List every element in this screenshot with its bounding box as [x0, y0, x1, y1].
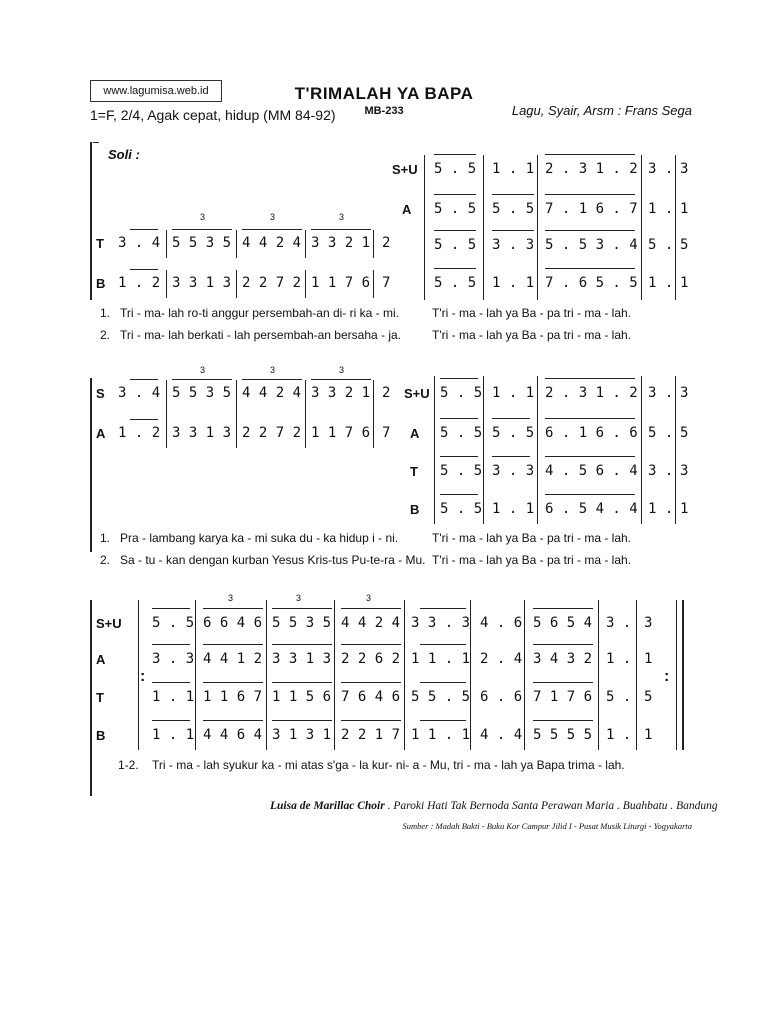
- beam: [434, 154, 476, 155]
- notes: 5: [680, 425, 689, 441]
- soli-label: Soli :: [108, 147, 140, 162]
- choir-credit: [270, 800, 718, 812]
- beam: [341, 608, 401, 609]
- beam: [440, 378, 478, 379]
- notes: 6 . 5 4 . 4: [545, 501, 638, 517]
- beam: [545, 154, 635, 155]
- barline: [483, 376, 484, 524]
- beam: [545, 418, 635, 419]
- notes: 3 . 3: [152, 651, 195, 667]
- notes: 5 .: [606, 689, 632, 705]
- notes: 3 .: [606, 615, 632, 631]
- beam: [272, 720, 332, 721]
- barline: [641, 155, 642, 300]
- notes: 3 4 3 2: [533, 651, 593, 667]
- beam: [272, 608, 332, 609]
- notes: 3 . 4: [118, 385, 161, 401]
- beam: [434, 268, 476, 269]
- notes: 3 .: [648, 385, 674, 401]
- notes: 5 5 5 5: [533, 727, 593, 743]
- beam: [420, 608, 466, 609]
- voice-label: S+U: [392, 162, 418, 177]
- beam: [203, 720, 263, 721]
- barline: [305, 230, 306, 258]
- voice-label: S+U: [96, 616, 122, 631]
- barline: [373, 380, 374, 448]
- beam: [533, 608, 593, 609]
- barline: [236, 380, 237, 448]
- beam: [492, 418, 530, 419]
- barline: [373, 230, 374, 258]
- barline: [166, 380, 167, 448]
- barline: [641, 376, 642, 524]
- triplet-mark: 3: [366, 593, 372, 603]
- notes: 4 . 4: [480, 727, 523, 743]
- beam: [545, 194, 635, 195]
- beam: [203, 682, 263, 683]
- verse-number: 1-2.: [118, 758, 139, 772]
- beam: [492, 230, 534, 231]
- barline: [305, 270, 306, 298]
- barline: [675, 376, 676, 524]
- beam: [440, 494, 478, 495]
- lyrics-right: T'ri - ma - lah ya Ba - pa tri - ma - lah.: [432, 306, 632, 320]
- triplet-mark: 3: [296, 593, 302, 603]
- notes: 1 . 1: [492, 275, 535, 291]
- notes: 1: [680, 201, 689, 217]
- repeat-sign-start: :: [140, 668, 146, 685]
- barline: [236, 230, 237, 258]
- notes: 1 1 7 6: [311, 425, 371, 441]
- notes: 6 . 1 6 . 6: [545, 425, 638, 441]
- voice-label: A: [410, 426, 420, 441]
- voice-label: T: [96, 690, 104, 705]
- beam: [242, 379, 302, 380]
- beam: [492, 456, 530, 457]
- barline: [524, 600, 525, 750]
- notes: 1 1 . 1: [411, 651, 471, 667]
- notes: 3 . 4: [118, 235, 161, 251]
- system-bracket: [90, 142, 92, 300]
- notes: 3 3 1 3: [172, 275, 232, 291]
- beam: [242, 229, 302, 230]
- barline: [636, 600, 637, 750]
- song-title: T'RIMALAH YA BAPA: [294, 84, 474, 103]
- key-tempo: 1=F, 2/4, Agak cepat, hidup (MM 84-92): [90, 107, 336, 123]
- notes: 3 3 1 3: [172, 425, 232, 441]
- notes: 3 . 3: [492, 463, 535, 479]
- system-bracket: [90, 600, 92, 796]
- beam: [492, 194, 534, 195]
- beam: [440, 418, 478, 419]
- notes: 2 2 7 2: [242, 275, 302, 291]
- notes: 6 6 4 6: [203, 615, 263, 631]
- beam: [203, 644, 263, 645]
- notes: 3 .: [648, 463, 674, 479]
- barline: [537, 376, 538, 524]
- notes: 5 . 5: [440, 425, 483, 441]
- triplet-mark: 3: [228, 593, 234, 603]
- notes: 1 .: [648, 201, 674, 217]
- notes: 3 1 3 1: [272, 727, 332, 743]
- notes: 1 1 6 7: [203, 689, 263, 705]
- notes: 5: [680, 237, 689, 253]
- notes: 3: [644, 615, 653, 631]
- beam: [272, 682, 332, 683]
- triplet-mark: 3: [270, 212, 276, 222]
- barline: [404, 600, 405, 750]
- notes: 5 . 5: [434, 201, 477, 217]
- notes: 1 1 7 6: [311, 275, 371, 291]
- notes: 2 . 4: [480, 651, 523, 667]
- lyrics-right: T'ri - ma - lah ya Ba - pa tri - ma - lah.: [432, 328, 632, 342]
- notes: 3 3 2 1: [311, 385, 371, 401]
- voice-label: A: [402, 202, 412, 217]
- notes: 1 .: [606, 727, 632, 743]
- notes: 3 . 3: [492, 237, 535, 253]
- beam: [434, 194, 476, 195]
- notes: 5 . 5: [434, 161, 477, 177]
- voice-label: T: [410, 464, 418, 479]
- barline: [483, 155, 484, 300]
- notes: 5 . 5 3 . 4: [545, 237, 638, 253]
- barline: [236, 270, 237, 298]
- song-code: MB-233: [364, 105, 404, 117]
- beam: [152, 608, 190, 609]
- triplet-mark: 3: [339, 212, 345, 222]
- triplet-mark: 3: [339, 365, 345, 375]
- beam: [533, 644, 593, 645]
- lyrics-right: T'ri - ma - lah ya Ba - pa tri - ma - lah.: [432, 531, 632, 545]
- notes: 3 3 2 1: [311, 235, 371, 251]
- beam: [341, 720, 401, 721]
- notes: 2: [382, 235, 391, 251]
- notes: 5 6 5 4: [533, 615, 593, 631]
- notes: 1 . 1: [152, 689, 195, 705]
- beam: [440, 456, 478, 457]
- notes: 5 5 3 5: [172, 385, 232, 401]
- barline: [195, 600, 196, 750]
- barline: [334, 600, 335, 750]
- verse-number: 2.: [100, 328, 111, 342]
- notes: 2 2 7 2: [242, 425, 302, 441]
- notes: 1 . 1: [152, 727, 195, 743]
- beam: [152, 720, 190, 721]
- triplet-mark: 3: [270, 365, 276, 375]
- notes: 1 .: [648, 275, 674, 291]
- voice-label: B: [96, 728, 106, 743]
- beam: [420, 682, 466, 683]
- verse-number: 2.: [100, 553, 111, 567]
- notes: 2 . 3 1 . 2: [545, 161, 638, 177]
- beam: [130, 269, 158, 270]
- notes: 4 . 5 6 . 4: [545, 463, 638, 479]
- notes: 3 .: [648, 161, 674, 177]
- barline: [470, 600, 471, 750]
- verse-number: 1.: [100, 531, 111, 545]
- barline: [266, 600, 267, 750]
- verse-number: 1.: [100, 306, 111, 320]
- notes: 1 .: [648, 501, 674, 517]
- voice-label: A: [96, 426, 106, 441]
- notes: 1: [680, 275, 689, 291]
- barline: [305, 380, 306, 448]
- notes: 3: [680, 385, 689, 401]
- beam: [172, 229, 232, 230]
- notes: 4 4 1 2: [203, 651, 263, 667]
- notes: 5 . 5: [492, 425, 535, 441]
- notes: 2: [382, 385, 391, 401]
- beam: [420, 720, 466, 721]
- notes: 1 . 1: [492, 385, 535, 401]
- notes: 5 . 5: [440, 501, 483, 517]
- beam: [130, 419, 158, 420]
- beam: [341, 682, 401, 683]
- notes: 1 . 2: [118, 275, 161, 291]
- beam: [545, 494, 635, 495]
- notes: 6 . 6: [480, 689, 523, 705]
- voice-label: S+U: [404, 386, 430, 401]
- voice-label: B: [96, 276, 106, 291]
- notes: 5: [644, 689, 653, 705]
- lyrics-left: Tri - ma- lah ro-ti anggur persembah-an di- ri ka - mi.: [120, 306, 399, 320]
- notes: 5 .: [648, 425, 674, 441]
- lyrics-refrain: Tri - ma - lah syukur ka - mi atas s'ga - la kur- ni- a - Mu, tri - ma - lah ya Bapa trima - lah.: [152, 758, 625, 772]
- beam: [533, 682, 593, 683]
- beam: [533, 720, 593, 721]
- notes: 4 4 6 4: [203, 727, 263, 743]
- notes: 7 6 4 6: [341, 689, 401, 705]
- notes: 1 1 . 1: [411, 727, 471, 743]
- notes: 5 . 5: [434, 237, 477, 253]
- beam: [152, 682, 190, 683]
- beam: [203, 608, 263, 609]
- beam: [172, 379, 232, 380]
- notes: 1: [680, 501, 689, 517]
- notes: 3: [680, 161, 689, 177]
- triplet-mark: 3: [200, 212, 206, 222]
- notes: 4 . 6: [480, 615, 523, 631]
- repeat-barline: [676, 600, 677, 750]
- notes: 7 . 1 6 . 7: [545, 201, 638, 217]
- notes: 7: [382, 275, 391, 291]
- beam: [152, 644, 190, 645]
- notes: 7 1 7 6: [533, 689, 593, 705]
- bracket-cap: [93, 142, 99, 143]
- barline: [675, 155, 676, 300]
- repeat-sign-end: :: [664, 668, 670, 685]
- barline: [166, 230, 167, 258]
- beam: [545, 230, 635, 231]
- notes: 1 1 5 6: [272, 689, 332, 705]
- notes: 1: [644, 727, 653, 743]
- notes: 5 5 3 5: [272, 615, 332, 631]
- lyrics-left: Pra - lambang karya ka - mi suka du - ka hidup i - ni.: [120, 531, 399, 545]
- voice-label: S: [96, 386, 105, 401]
- notes: 3 3 1 3: [272, 651, 332, 667]
- beam: [545, 268, 635, 269]
- notes: 5 5 3 5: [172, 235, 232, 251]
- notes: 4 4 2 4: [242, 385, 302, 401]
- notes: 1 . 1: [492, 161, 535, 177]
- notes: 1 .: [606, 651, 632, 667]
- notes: 2 . 3 1 . 2: [545, 385, 638, 401]
- triplet-mark: 3: [200, 365, 206, 375]
- barline: [373, 270, 374, 298]
- beam: [130, 229, 158, 230]
- beam: [272, 644, 332, 645]
- beam: [311, 229, 371, 230]
- barline: [598, 600, 599, 750]
- notes: 2 2 1 7: [341, 727, 401, 743]
- notes: 5 . 5: [434, 275, 477, 291]
- notes: 5 . 5: [440, 463, 483, 479]
- notes: 7 . 6 5 . 5: [545, 275, 638, 291]
- system-bracket: [90, 378, 92, 552]
- notes: 5 . 5: [492, 201, 535, 217]
- repeat-barline-thick: [682, 600, 684, 750]
- notes: 2 2 6 2: [341, 651, 401, 667]
- notes: 3 3 . 3: [411, 615, 471, 631]
- voice-label: T: [96, 236, 104, 251]
- voice-label: A: [96, 652, 106, 667]
- source-note: Sumber : Madah Bakti - Buku Kor Campur Jilid I - Pusat Musik Liturgi - Yogyakarta: [402, 821, 692, 831]
- beam: [545, 378, 635, 379]
- notes: 1: [644, 651, 653, 667]
- composer-credit: Lagu, Syair, Arsm : Frans Sega: [511, 103, 692, 118]
- beam: [130, 379, 158, 380]
- lyrics-right: T'ri - ma - lah ya Ba - pa tri - ma - lah.: [432, 553, 632, 567]
- beam: [341, 644, 401, 645]
- notes: 4 4 2 4: [242, 235, 302, 251]
- notes: 1 . 2: [118, 425, 161, 441]
- beam: [545, 456, 635, 457]
- section-barline: [424, 155, 425, 300]
- beam: [420, 644, 466, 645]
- parish-name: . Paroki Hati Tak Bernoda Santa Perawan Maria . Buahbatu . Bandung: [387, 800, 718, 812]
- barline: [537, 155, 538, 300]
- notes: 4 4 2 4: [341, 615, 401, 631]
- lyrics-left: Tri - ma- lah berkati - lah persembah-an bersaha - ja.: [120, 328, 402, 342]
- repeat-barline: [138, 600, 139, 750]
- notes: 7: [382, 425, 391, 441]
- beam: [311, 379, 371, 380]
- notes: 5 . 5: [440, 385, 483, 401]
- choir-name: Luisa de Marillac Choir: [270, 800, 385, 812]
- notes: 5 .: [648, 237, 674, 253]
- notes: 1 . 1: [492, 501, 535, 517]
- lyrics-left: Sa - tu - kan dengan kurban Yesus Kris-tus Pu-te-ra - Mu.: [120, 553, 426, 567]
- voice-label: B: [410, 502, 420, 517]
- notes: 5 5 . 5: [411, 689, 471, 705]
- barline: [166, 270, 167, 298]
- notes: 5 . 5: [152, 615, 195, 631]
- notes: 3: [680, 463, 689, 479]
- beam: [434, 230, 476, 231]
- website-box: www.lagumisa.web.id: [90, 80, 222, 102]
